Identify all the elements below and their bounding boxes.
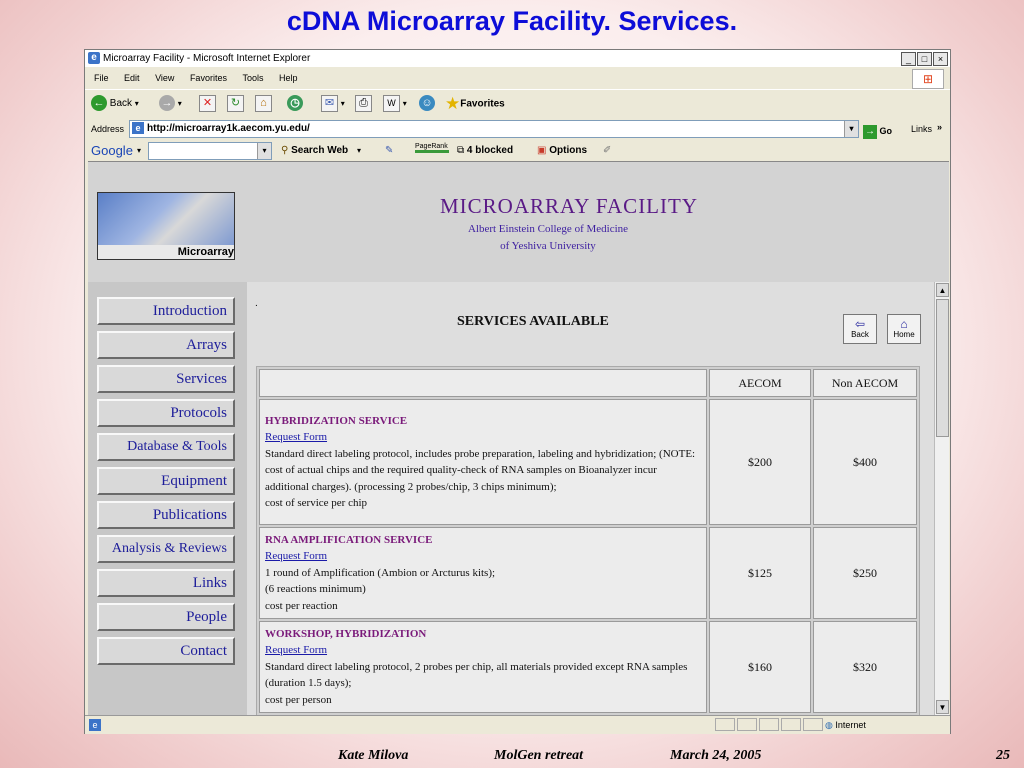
forward-button[interactable]: → ▾ [159,90,182,118]
footer-date: March 24, 2005 [670,748,762,763]
pagerank-widget[interactable]: PageRank [415,137,448,157]
highlight-icon[interactable]: ✎ [385,145,394,156]
back-arrow-icon: ← [91,95,107,111]
service-name: WORKSHOP, HYBRIDIZATION [265,627,427,640]
address-label: Address [91,124,125,134]
back-label: Back [109,98,133,109]
favorites-button[interactable] [445,90,505,118]
options-button[interactable]: ▣ Options [537,145,588,156]
nav-database-tools[interactable]: Database & Tools [97,433,235,461]
close-button[interactable]: × [933,52,948,66]
home-icon: ⌂ [255,95,272,112]
table-header-row [259,369,917,397]
service-description: 1 round of Amplification (Ambion or Arcturus kits); [265,566,496,579]
microarray-logo [97,192,235,260]
service-name: HYBRIDIZATION SERVICE [265,414,408,427]
mail-button[interactable]: ✉ ▾ [321,90,345,118]
facility-subtitle-2: of Yeshiva University [500,240,596,252]
links-chevron-icon[interactable]: » [937,122,943,132]
pencil-icon[interactable]: ✐ [603,145,612,156]
options-icon: ▣ [537,145,547,156]
service-name: RNA AMPLIFICATION SERVICE [265,533,433,546]
word-icon: W [383,95,400,112]
messenger-icon: ☺ [419,95,435,111]
menu-tools[interactable]: Tools [242,73,264,83]
standard-toolbar [85,89,950,118]
main-panel [247,282,934,715]
table-row [259,399,917,525]
page-status-icon: e [89,719,101,731]
stop-button[interactable] [199,90,216,118]
go-button[interactable]: → Go [865,125,893,137]
vertical-scrollbar[interactable] [934,282,949,715]
history-icon: ◷ [287,95,303,111]
header-service-cell [259,369,707,397]
address-dropdown-icon[interactable]: ▾ [844,121,858,137]
service-cell [259,621,707,713]
edit-button[interactable]: W ▾ [383,90,407,118]
google-toolbar [85,141,950,161]
footer-author: Kate Milova [338,748,409,763]
nav-protocols[interactable]: Protocols [97,399,235,427]
home-icon: ⌂ [900,317,908,331]
links-label[interactable]: Links [911,124,933,134]
windows-logo-icon: ⊞ [912,69,944,89]
window-title: Microarray Facility - Microsoft Internet Explorer [103,53,311,64]
service-cell [259,527,707,619]
footer-event: MolGen retreat [494,748,584,763]
minimize-button[interactable]: _ [901,52,916,66]
service-description: Standard direct labeling protocol, 2 probes per chip, all materials provided except RNA samples (duration 1.5 days); [265,660,688,690]
stop-icon: ✕ [199,95,216,112]
service-unit: cost of service per chip [265,497,368,509]
popup-blocker[interactable]: ⧉ 4 blocked [457,145,514,156]
service-description-2: (6 reactions minimum) [265,583,366,596]
price-non-aecom: $400 [813,399,917,525]
internet-zone: ◍ Internet [825,720,866,730]
messenger-button[interactable] [419,90,435,118]
nav-contact[interactable]: Contact [97,637,235,665]
price-aecom: $125 [709,527,811,619]
browser-window [84,49,951,734]
table-row [259,621,917,713]
history-button[interactable] [287,90,303,118]
back-button[interactable]: ← Back ▾ [91,90,139,118]
services-heading: SERVICES AVAILABLE [457,314,609,329]
request-form-link[interactable]: Request Form [265,431,328,443]
print-button[interactable] [355,90,372,118]
nav-publications[interactable]: Publications [97,501,235,529]
google-search-input[interactable] [148,142,272,160]
address-url: http://microarray1k.aecom.yu.edu/ [147,123,310,134]
request-form-link[interactable]: Request Form [265,550,328,563]
favorites-label: Favorites [460,98,505,110]
service-cell [259,399,707,525]
popup-blocker-icon: ⧉ [457,145,465,156]
menu-bar [85,68,950,88]
services-table [256,366,920,715]
menu-edit[interactable]: Edit [124,73,140,83]
price-aecom: $200 [709,399,811,525]
ie-icon: e [88,52,100,64]
page-number: 25 [996,748,1010,763]
pagerank-bar [415,150,449,153]
nav-analysis-reviews[interactable]: Analysis & Reviews [97,535,235,563]
facility-subtitle-1: Albert Einstein College of Medicine [467,223,629,235]
nav-people[interactable]: People [97,603,235,631]
site-header [88,162,949,282]
status-bar [85,715,950,734]
page-icon: e [132,122,144,134]
facility-title: MICROARRAY FACILITY [440,194,698,218]
header-aecom: AECOM [709,369,811,397]
address-input[interactable] [129,120,859,138]
table-row [259,527,917,619]
google-dropdown-icon[interactable]: ▾ [257,143,271,159]
globe-icon: ◍ [825,720,833,730]
home-button[interactable] [255,90,272,118]
mail-icon: ✉ [321,95,338,112]
refresh-icon: ↻ [227,95,244,112]
dot-marker: . [255,298,258,309]
nav-equipment[interactable]: Equipment [97,467,235,495]
service-unit: cost per person [265,693,332,706]
price-non-aecom: $250 [813,527,917,619]
scroll-down-icon[interactable]: ▼ [936,700,949,714]
menu-view[interactable]: View [155,73,175,83]
price-aecom: $160 [709,621,811,713]
nav-arrays[interactable]: Arrays [97,331,235,359]
window-titlebar [85,50,950,67]
page-content [88,161,949,715]
menu-file[interactable]: File [94,73,109,83]
address-bar [85,119,950,139]
search-web-button[interactable]: ⚲ Search Web ▾ [281,145,361,156]
menu-help[interactable]: Help [279,73,298,83]
home-nav-button[interactable]: ⌂ Home [887,314,921,344]
refresh-button[interactable] [227,90,244,118]
request-form-link[interactable]: Request Form [265,644,328,657]
nav-introduction[interactable]: Introduction [97,297,235,325]
print-icon: ⎙ [355,95,372,112]
service-unit: cost per reaction [265,599,338,612]
forward-arrow-icon: → [159,95,175,111]
nav-links[interactable]: Links [97,569,235,597]
back-arrow-icon: ⇦ [854,317,866,331]
back-nav-button[interactable]: ⇦ Back [843,314,877,344]
binoculars-icon: ⚲ [281,145,289,156]
nav-services[interactable]: Services [97,365,235,393]
logo-caption: Microarray [98,245,234,259]
price-non-aecom: $320 [813,621,917,713]
menu-favorites[interactable]: Favorites [189,73,227,83]
google-brand[interactable]: Google [91,143,133,158]
google-menu-icon[interactable]: ▾ [137,146,142,155]
go-arrow-icon: → [865,125,875,137]
star-icon: ★ [445,94,461,113]
header-non-aecom: Non AECOM [813,369,917,397]
service-description: Standard direct labeling protocol, includes probe preparation, labeling and hybridization; (NOTE: cost of actual chips and the required quality-check of RNA samples on Bioanalyzer incur additional charges). (processing 2 probes/chip, 3 chips minimum); [265,447,696,493]
maximize-button[interactable]: □ [917,52,932,66]
slide-title: cDNA Microarray Facility. Services. [286,6,738,36]
scroll-thumb[interactable] [936,299,949,437]
scroll-up-icon[interactable]: ▲ [936,283,949,297]
